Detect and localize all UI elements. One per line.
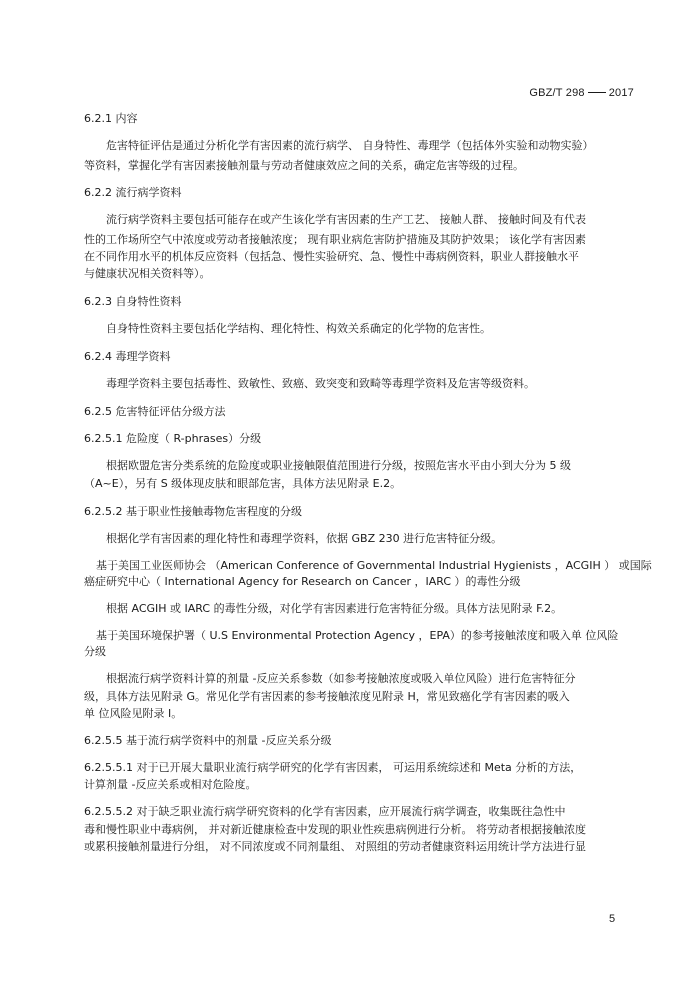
paragraph-line: 根据化学有害因素的理化特性和毒理学资料，依据 GBZ 230 进行危害特征分级。 — [106, 532, 503, 545]
section-heading-6-2-4: 6.2.4 毒理学资料 — [84, 350, 171, 363]
paragraph-line: 与健康状况相关资料等）。 — [84, 267, 211, 280]
paragraph-line: 分级 — [84, 645, 106, 658]
paragraph-line: 性的工作场所空气中浓度或劳动者接触浓度； 现有职业病危害防护措施及其防护效果； 该化学有害因素 — [84, 233, 586, 246]
section-heading-6-2-5-1: 6.2.5.1 危险度（ R-phrases）分级 — [84, 432, 262, 445]
paragraph-line: 自身特性资料主要包括化学结构、理化特性、构效关系确定的化学物的危害性。 — [106, 322, 491, 335]
paragraph-line: 毒和慢性职业中毒病例， 并对新近健康检查中发现的职业性疾患病例进行分析。 将劳动者根据接触浓度 — [84, 823, 586, 836]
paragraph-line: 基于美国工业医师协会 （American Conference of Governmental Industrial Hygienists ，ACGIH ） 或国际 — [96, 559, 652, 572]
standard-year: 2017 — [608, 87, 634, 99]
paragraph-line: 6.2.5.5.2 对于缺乏职业流行病学研究资料的化学有害因素，应开展流行病学调查，收集既往急性中 — [84, 805, 566, 818]
paragraph-line: 6.2.5.5.1 对于已开展大量职业流行病学研究的化学有害因素， 可运用系统综述和 Meta 分析的方法， — [84, 761, 582, 774]
paragraph-line: 级，具体方法见附录 G。常见化学有害因素的参考接触浓度见附录 H，常见致癌化学有害因素的吸入 — [84, 690, 570, 703]
standard-number-header — [529, 87, 634, 99]
section-heading-6-2-5-2: 6.2.5.2 基于职业性接触毒物危害程度的分级 — [84, 505, 302, 518]
paragraph-line: 等资料，掌握化学有害因素接触剂量与劳动者健康效应之间的关系，确定危害等级的过程。 — [84, 159, 524, 172]
paragraph-line: 计算剂量 -反应关系或相对危险度。 — [84, 778, 257, 791]
paragraph-line: 流行病学资料主要包括可能存在或产生该化学有害因素的生产工艺、 接触人群、 接触时间及有代表 — [106, 213, 586, 226]
paragraph-line: 或累积接触剂量进行分组， 对不同浓度或不同剂量组、 对照组的劳动者健康资料运用统计学方法进行显 — [84, 840, 586, 853]
paragraph-line: 单 位风险见附录 I。 — [84, 707, 183, 720]
paragraph-line: 毒理学资料主要包括毒性、致敏性、致癌、致突变和致畸等毒理学资料及危害等级资料。 — [106, 377, 535, 390]
page-number: 5 — [609, 913, 616, 925]
paragraph-line: 根据 ACGIH 或 IARC 的毒性分级，对化学有害因素进行危害特征分级。具体方法见附录 F.2。 — [106, 602, 563, 615]
section-heading-6-2-1: 6.2.1 内容 — [84, 112, 138, 125]
paragraph-line: 根据欧盟危害分类系统的危险度或职业接触限值范围进行分级，按照危害水平由小到大分为 5 级 — [106, 459, 571, 472]
paragraph-line: 癌症研究中心（ International Agency for Research on Cancer ，IARC ）的毒性分级 — [84, 575, 521, 588]
section-heading-6-2-2: 6.2.2 流行病学资料 — [84, 186, 182, 199]
paragraph-line: 危害特征评估是通过分析化学有害因素的流行病学、 自身特性、毒理学（包括体外实验和动物实验） — [106, 139, 594, 152]
paragraph-line: 在不同作用水平的机体反应资料（包括急、慢性实验研究、急、慢性中毒病例资料，职业人群接触水平 — [84, 250, 579, 263]
section-heading-6-2-3: 6.2.3 自身特性资料 — [84, 295, 182, 308]
paragraph-line: 基于美国环境保护署（ U.S Environmental Protection Agency ，EPA）的参考接触浓度和吸入单 位风险 — [96, 629, 619, 642]
paragraph-line: 根据流行病学资料计算的剂量 -反应关系参数（如参考接触浓度或吸入单位风险）进行危害特征分 — [106, 672, 576, 685]
standard-code: GBZ/T 298 — [529, 87, 585, 99]
section-heading-6-2-5-5: 6.2.5.5 基于流行病学资料中的剂量 -反应关系分级 — [84, 734, 332, 747]
section-heading-6-2-5: 6.2.5 危害特征评估分级方法 — [84, 405, 226, 418]
header-dash — [588, 92, 606, 93]
paragraph-line: （A~E），另有 S 级体现皮肤和眼部危害，具体方法见附录 E.2。 — [84, 477, 402, 490]
